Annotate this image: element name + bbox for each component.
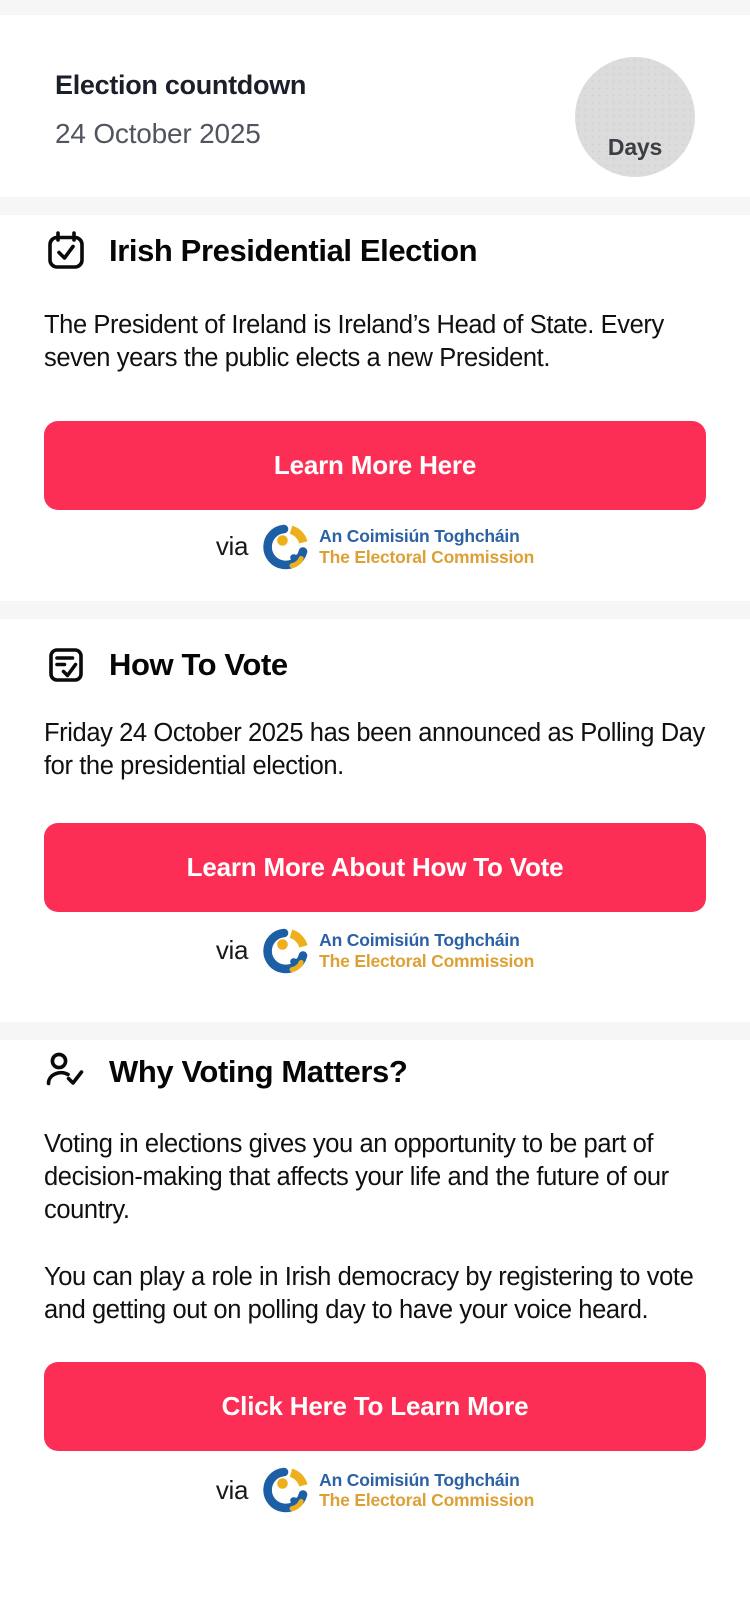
electoral-commission-logo-icon <box>263 928 309 974</box>
card-presidential-election <box>0 215 750 601</box>
card-paragraph: You can play a role in Irish democracy by registering to vote and getting out on polling day to have your voice heard. <box>44 1262 694 1324</box>
countdown-date: 24 October 2025 <box>55 118 261 150</box>
card-header <box>44 229 706 273</box>
attribution-row <box>44 928 706 974</box>
card-why-voting-matters <box>0 1040 750 1614</box>
electoral-commission-logo-link[interactable] <box>263 1467 534 1513</box>
logo-english-name: The Electoral Commission <box>319 546 535 567</box>
electoral-commission-logo-icon <box>263 1467 309 1513</box>
via-label: via <box>215 1474 249 1505</box>
attribution-row <box>44 1467 706 1513</box>
logo-irish-name: An Coimisiún Toghcháin <box>319 1469 520 1490</box>
card-title: Irish Presidential Election <box>109 233 478 269</box>
card-how-to-vote <box>0 619 750 1022</box>
via-label: via <box>215 935 249 966</box>
logo-irish-name: An Coimisiún Toghcháin <box>319 930 520 951</box>
logo-english-name: The Electoral Commission <box>319 1490 535 1511</box>
section-separator <box>0 197 750 215</box>
via-label: via <box>215 531 249 562</box>
person-check-icon <box>44 1050 88 1094</box>
countdown-days-circle <box>575 57 695 177</box>
electoral-commission-logo-link[interactable] <box>263 524 534 570</box>
logo-irish-name: An Coimisiún Toghcháin <box>319 526 520 547</box>
card-paragraph: The President of Ireland is Ireland’s Head of State. Every seven years the public elects a new President. <box>44 311 664 372</box>
electoral-commission-logo-text <box>319 930 534 971</box>
card-paragraph: Friday 24 October 2025 has been announced as Polling Day for the presidential election. <box>44 719 705 780</box>
calendar-check-icon <box>44 229 88 273</box>
section-separator <box>0 601 750 619</box>
countdown-title: Election countdown <box>55 70 307 100</box>
electoral-commission-logo-icon <box>263 524 309 570</box>
card-title: Why Voting Matters? <box>109 1054 408 1090</box>
logo-english-name: The Electoral Commission <box>319 950 535 971</box>
election-countdown-header <box>0 15 750 197</box>
top-separator <box>0 0 750 15</box>
ballot-check-icon <box>44 643 88 687</box>
electoral-commission-logo-text <box>319 1470 534 1511</box>
card-paragraph: Voting in elections gives you an opportunity to be part of decision-making that affects your life and the future of our country. <box>44 1130 669 1224</box>
card-title: How To Vote <box>109 647 288 683</box>
section-separator <box>0 1022 750 1040</box>
days-unit-label: Days <box>607 134 663 160</box>
electoral-commission-logo-text <box>319 526 534 567</box>
learn-more-button[interactable]: Learn More Here <box>44 421 706 510</box>
electoral-commission-logo-link[interactable] <box>263 928 534 974</box>
click-to-learn-more-button[interactable]: Click Here To Learn More <box>44 1362 706 1451</box>
attribution-row <box>44 524 706 570</box>
card-header <box>44 1050 706 1094</box>
card-header <box>44 643 706 687</box>
learn-how-to-vote-button[interactable]: Learn More About How To Vote <box>44 823 706 912</box>
